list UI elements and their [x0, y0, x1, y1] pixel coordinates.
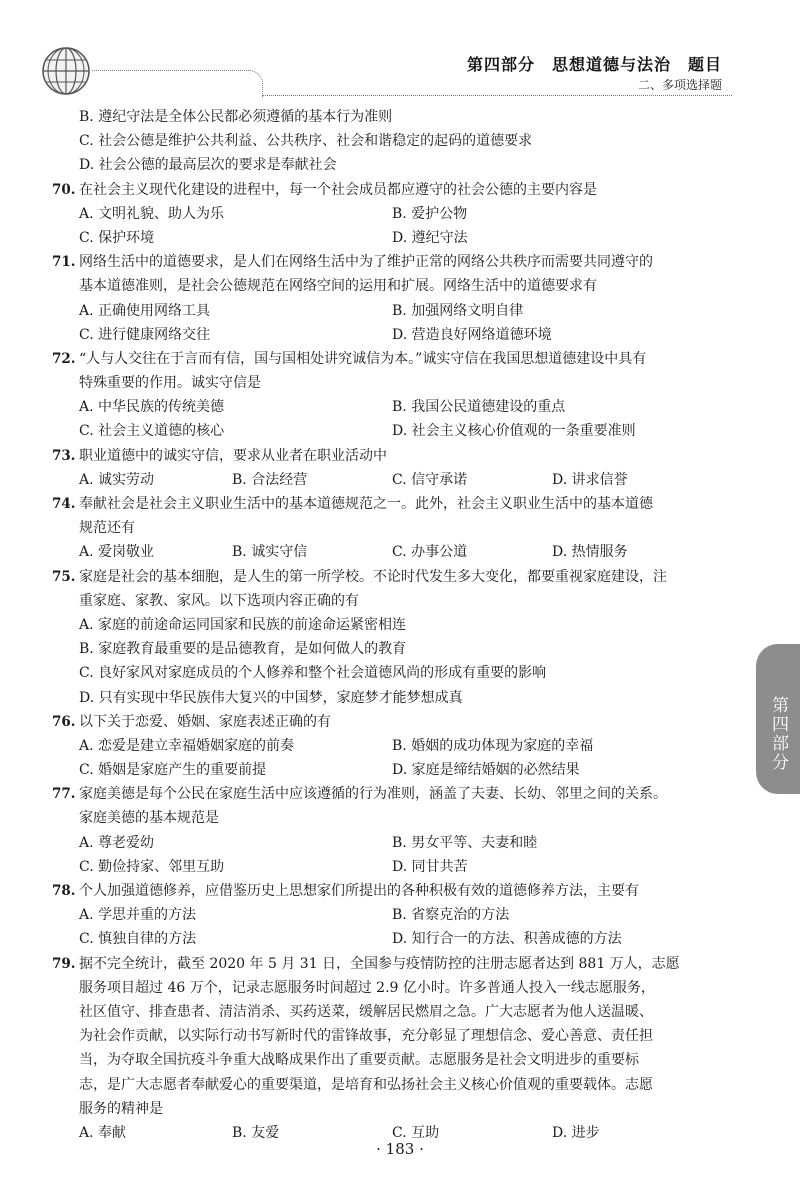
option-choice: C. 良好家风对家庭成员的个人修养和整个社会道德风尚的形成有重要的影响: [79, 665, 547, 682]
option-choice: A. 中华民族的传统美德: [79, 399, 225, 416]
question-stem-line: [52, 565, 752, 589]
question-stem-text: 志，是广大志愿者奉献爱心的重要渠道，是培育和弘扬社会主义核心价值观的重要载体。志愿: [79, 1076, 653, 1093]
question-stem-line: [52, 347, 752, 371]
option-choice: C. 勤俭持家、邻里互助: [79, 858, 225, 875]
question-stem-text: 规范还有: [79, 520, 135, 537]
question-stem-text: 个人加强道德修养，应借鉴历史上思想家们所提出的各种积极有效的道德修养方法，主要有: [79, 883, 639, 899]
question-list: [52, 105, 752, 1145]
question-stem-line: [52, 952, 752, 976]
question-stem-text: 在社会主义现代化建设的进程中，每一个社会成员都应遵守的社会公德的主要内容是: [79, 181, 597, 198]
option-choice: D. 遵纪守法: [392, 229, 468, 246]
option-choice: C. 婚姻是家庭产生的重要前提: [79, 762, 267, 779]
option-choice: B. 省察克治的方法: [392, 907, 510, 924]
question-stem-line: [52, 782, 752, 806]
option-choice: D. 家庭是缔结婚姻的必然结果: [392, 762, 580, 779]
option-choice: B. 家庭教育最重要的是品德教育，是如何做人的教育: [79, 641, 407, 658]
question-number: 74.: [52, 496, 76, 512]
question-stem-line: [52, 1073, 752, 1097]
option-choice: B. 诚实守信: [232, 544, 308, 561]
option-text: B. 遵纪守法是全体公民都必须遵循的基本行为准则: [79, 109, 393, 125]
page-number: · 183 ·: [376, 1140, 424, 1158]
option-row: [52, 758, 752, 782]
option-choice: D. 讲求信誉: [552, 471, 628, 488]
running-header-subtitle: 二、多项选择题: [637, 78, 722, 92]
option-choice: A. 家庭的前途命运同国家和民族的前途命运紧密相连: [79, 616, 407, 633]
option-choice: C. 保护环境: [79, 229, 155, 246]
question-number: 71.: [52, 254, 76, 271]
question-stem-line: [52, 178, 752, 202]
question-stem-text: 当，为夺取全国抗疫斗争重大战略成果作出了重要贡献。志愿服务是社会文明进步的重要标: [79, 1052, 639, 1069]
option-row: [52, 831, 752, 855]
option-choice: C. 进行健康网络交往: [79, 326, 211, 343]
option-choice: B. 合法经营: [232, 471, 308, 488]
question-stem-line: [52, 879, 752, 903]
question-stem-text: 以下关于恋爱、婚姻、家庭表述正确的有: [79, 713, 331, 730]
option-row: [52, 395, 752, 419]
option-text: C. 社会公德是维护公共利益、公共秩序、社会和谐稳定的起码的道德要求: [79, 133, 533, 150]
question-stem-text: 网络生活中的道德要求，是人们在网络生活中为了维护正常的网络公共秩序而需要共同遵守的: [79, 254, 653, 271]
question-stem-line: [52, 1000, 752, 1024]
option-choice: B. 我国公民道德建设的重点: [392, 399, 566, 416]
option-choice: A. 正确使用网络工具: [79, 302, 211, 319]
question-stem-line: [52, 516, 752, 540]
question-stem-line: [52, 274, 752, 298]
continued-option-line: [52, 153, 752, 177]
question-stem-line: [52, 1048, 752, 1072]
question-number: 72.: [52, 350, 76, 367]
question-number: 78.: [52, 883, 76, 899]
option-text: D. 社会公德的最高层次的要求是奉献社会: [79, 157, 337, 174]
option-choice: D. 进步: [552, 1124, 600, 1141]
option-row: [52, 226, 752, 250]
question-stem-text: 家庭是社会的基本细胞，是人生的第一所学校。不论时代发生多大变化，都要重视家庭建设，注: [79, 568, 667, 585]
question-stem-text: 职业道德中的诚实守信，要求从业者在职业活动中: [79, 447, 387, 464]
question-stem-text: 服务项目超过 46 万个，记录志愿服务时间超过 2.9 亿小时。许多普通人投入一线志愿服务，: [79, 979, 655, 996]
globe-logo-icon: [40, 45, 92, 97]
question-stem-text: 服务的精神是: [79, 1100, 163, 1117]
question-stem-text: 家庭美德的基本规范是: [79, 810, 219, 827]
option-choice: D. 营造良好网络道德环境: [392, 326, 552, 343]
option-row: [52, 661, 752, 685]
question-stem-text: 社区值守、排查患者、清洁消杀、买药送菜，缓解居民燃眉之急。广大志愿者为他人送温暖、: [79, 1003, 653, 1020]
option-choice: C. 信守承诺: [392, 471, 468, 488]
continued-option-line: [52, 129, 752, 153]
question-stem-line: [52, 492, 752, 516]
option-choice: A. 文明礼貌、助人为乐: [79, 205, 225, 222]
option-choice: A. 学思并重的方法: [79, 907, 197, 924]
question-stem-line: [52, 444, 752, 468]
option-row: [52, 855, 752, 879]
option-choice: C. 慎独自律的方法: [79, 931, 197, 948]
question-stem-text: 重家庭、家教、家风。以下选项内容正确的有: [79, 592, 359, 609]
question-number: 77.: [52, 786, 76, 803]
option-row: [52, 202, 752, 226]
option-row: [52, 468, 752, 492]
question-stem-line: [52, 710, 752, 734]
option-row: [52, 323, 752, 347]
option-choice: D. 热情服务: [552, 544, 628, 561]
continued-option-line: [52, 105, 752, 129]
question-number: 75.: [52, 568, 76, 585]
question-stem-text: 据不完全统计，截至 2020 年 5 月 31 日，全国参与疫情防控的注册志愿者达到 881 万人，志愿: [79, 955, 680, 972]
question-stem-text: 为社会作贡献，以实际行动书写新时代的雷锋故事，充分彰显了理想信念、爱心善意、责任担: [79, 1028, 653, 1045]
option-row: [52, 686, 752, 710]
question-stem-line: [52, 250, 752, 274]
option-choice: D. 知行合一的方法、积善成德的方法: [392, 931, 622, 948]
question-stem-line: [52, 371, 752, 395]
question-stem-text: 基本道德准则，是社会公德规范在网络空间的运用和扩展。网络生活中的道德要求有: [79, 278, 597, 295]
option-choice: C. 互助: [392, 1124, 440, 1141]
option-row: [52, 419, 752, 443]
question-stem-line: [52, 976, 752, 1000]
question-stem-line: [52, 1024, 752, 1048]
option-choice: D. 社会主义核心价值观的一条重要准则: [392, 423, 636, 440]
option-choice: D. 同甘共苦: [392, 858, 468, 875]
question-stem-text: “人与人交往在于言而有信，国与国相处讲究诚信为本。”诚实守信在我国思想道德建设中具有: [79, 350, 647, 367]
option-choice: C. 社会主义道德的核心: [79, 423, 225, 440]
question-stem-text: 家庭美德是每个公民在家庭生活中应该遵循的行为准则，涵盖了夫妻、长幼、邻里之间的关系。: [79, 786, 667, 803]
option-choice: A. 奉献: [79, 1124, 127, 1141]
option-row: [52, 734, 752, 758]
option-choice: B. 男女平等、夫妻和睦: [392, 834, 538, 851]
option-row: [52, 927, 752, 951]
header-decoration: [92, 70, 263, 97]
question-number: 79.: [52, 955, 76, 972]
option-row: [52, 299, 752, 323]
question-stem-text: 奉献社会是社会主义职业生活中的基本道德规范之一。此外，社会主义职业生活中的基本道德: [79, 496, 653, 512]
question-number: 70.: [52, 181, 76, 198]
header-divider: [262, 95, 732, 96]
option-choice: B. 加强网络文明自律: [392, 302, 524, 319]
option-choice: C. 办事公道: [392, 544, 468, 561]
option-choice: A. 恋爱是建立幸福婚姻家庭的前奏: [79, 737, 295, 754]
option-choice: B. 友爱: [232, 1124, 280, 1141]
option-row: [52, 613, 752, 637]
question-stem-text: 特殊重要的作用。诚实守信是: [79, 375, 261, 392]
option-choice: A. 尊老爱幼: [79, 834, 155, 851]
question-stem-line: [52, 1097, 752, 1121]
question-number: 73.: [52, 447, 76, 464]
question-stem-line: [52, 806, 752, 830]
running-header-title: 第四部分 思想道德与法治 题目: [466, 55, 722, 74]
option-row: [52, 540, 752, 564]
option-choice: B. 婚姻的成功体现为家庭的幸福: [392, 737, 594, 754]
option-row: [52, 637, 752, 661]
section-side-tab: 第四部分: [756, 644, 800, 794]
option-row: [52, 903, 752, 927]
option-choice: B. 爱护公物: [392, 205, 468, 222]
option-choice: D. 只有实现中华民族伟大复兴的中国梦，家庭梦才能梦想成真: [79, 689, 463, 706]
option-choice: A. 诚实劳动: [79, 471, 155, 488]
question-stem-line: [52, 589, 752, 613]
option-choice: A. 爱岗敬业: [79, 544, 155, 561]
question-number: 76.: [52, 713, 76, 730]
